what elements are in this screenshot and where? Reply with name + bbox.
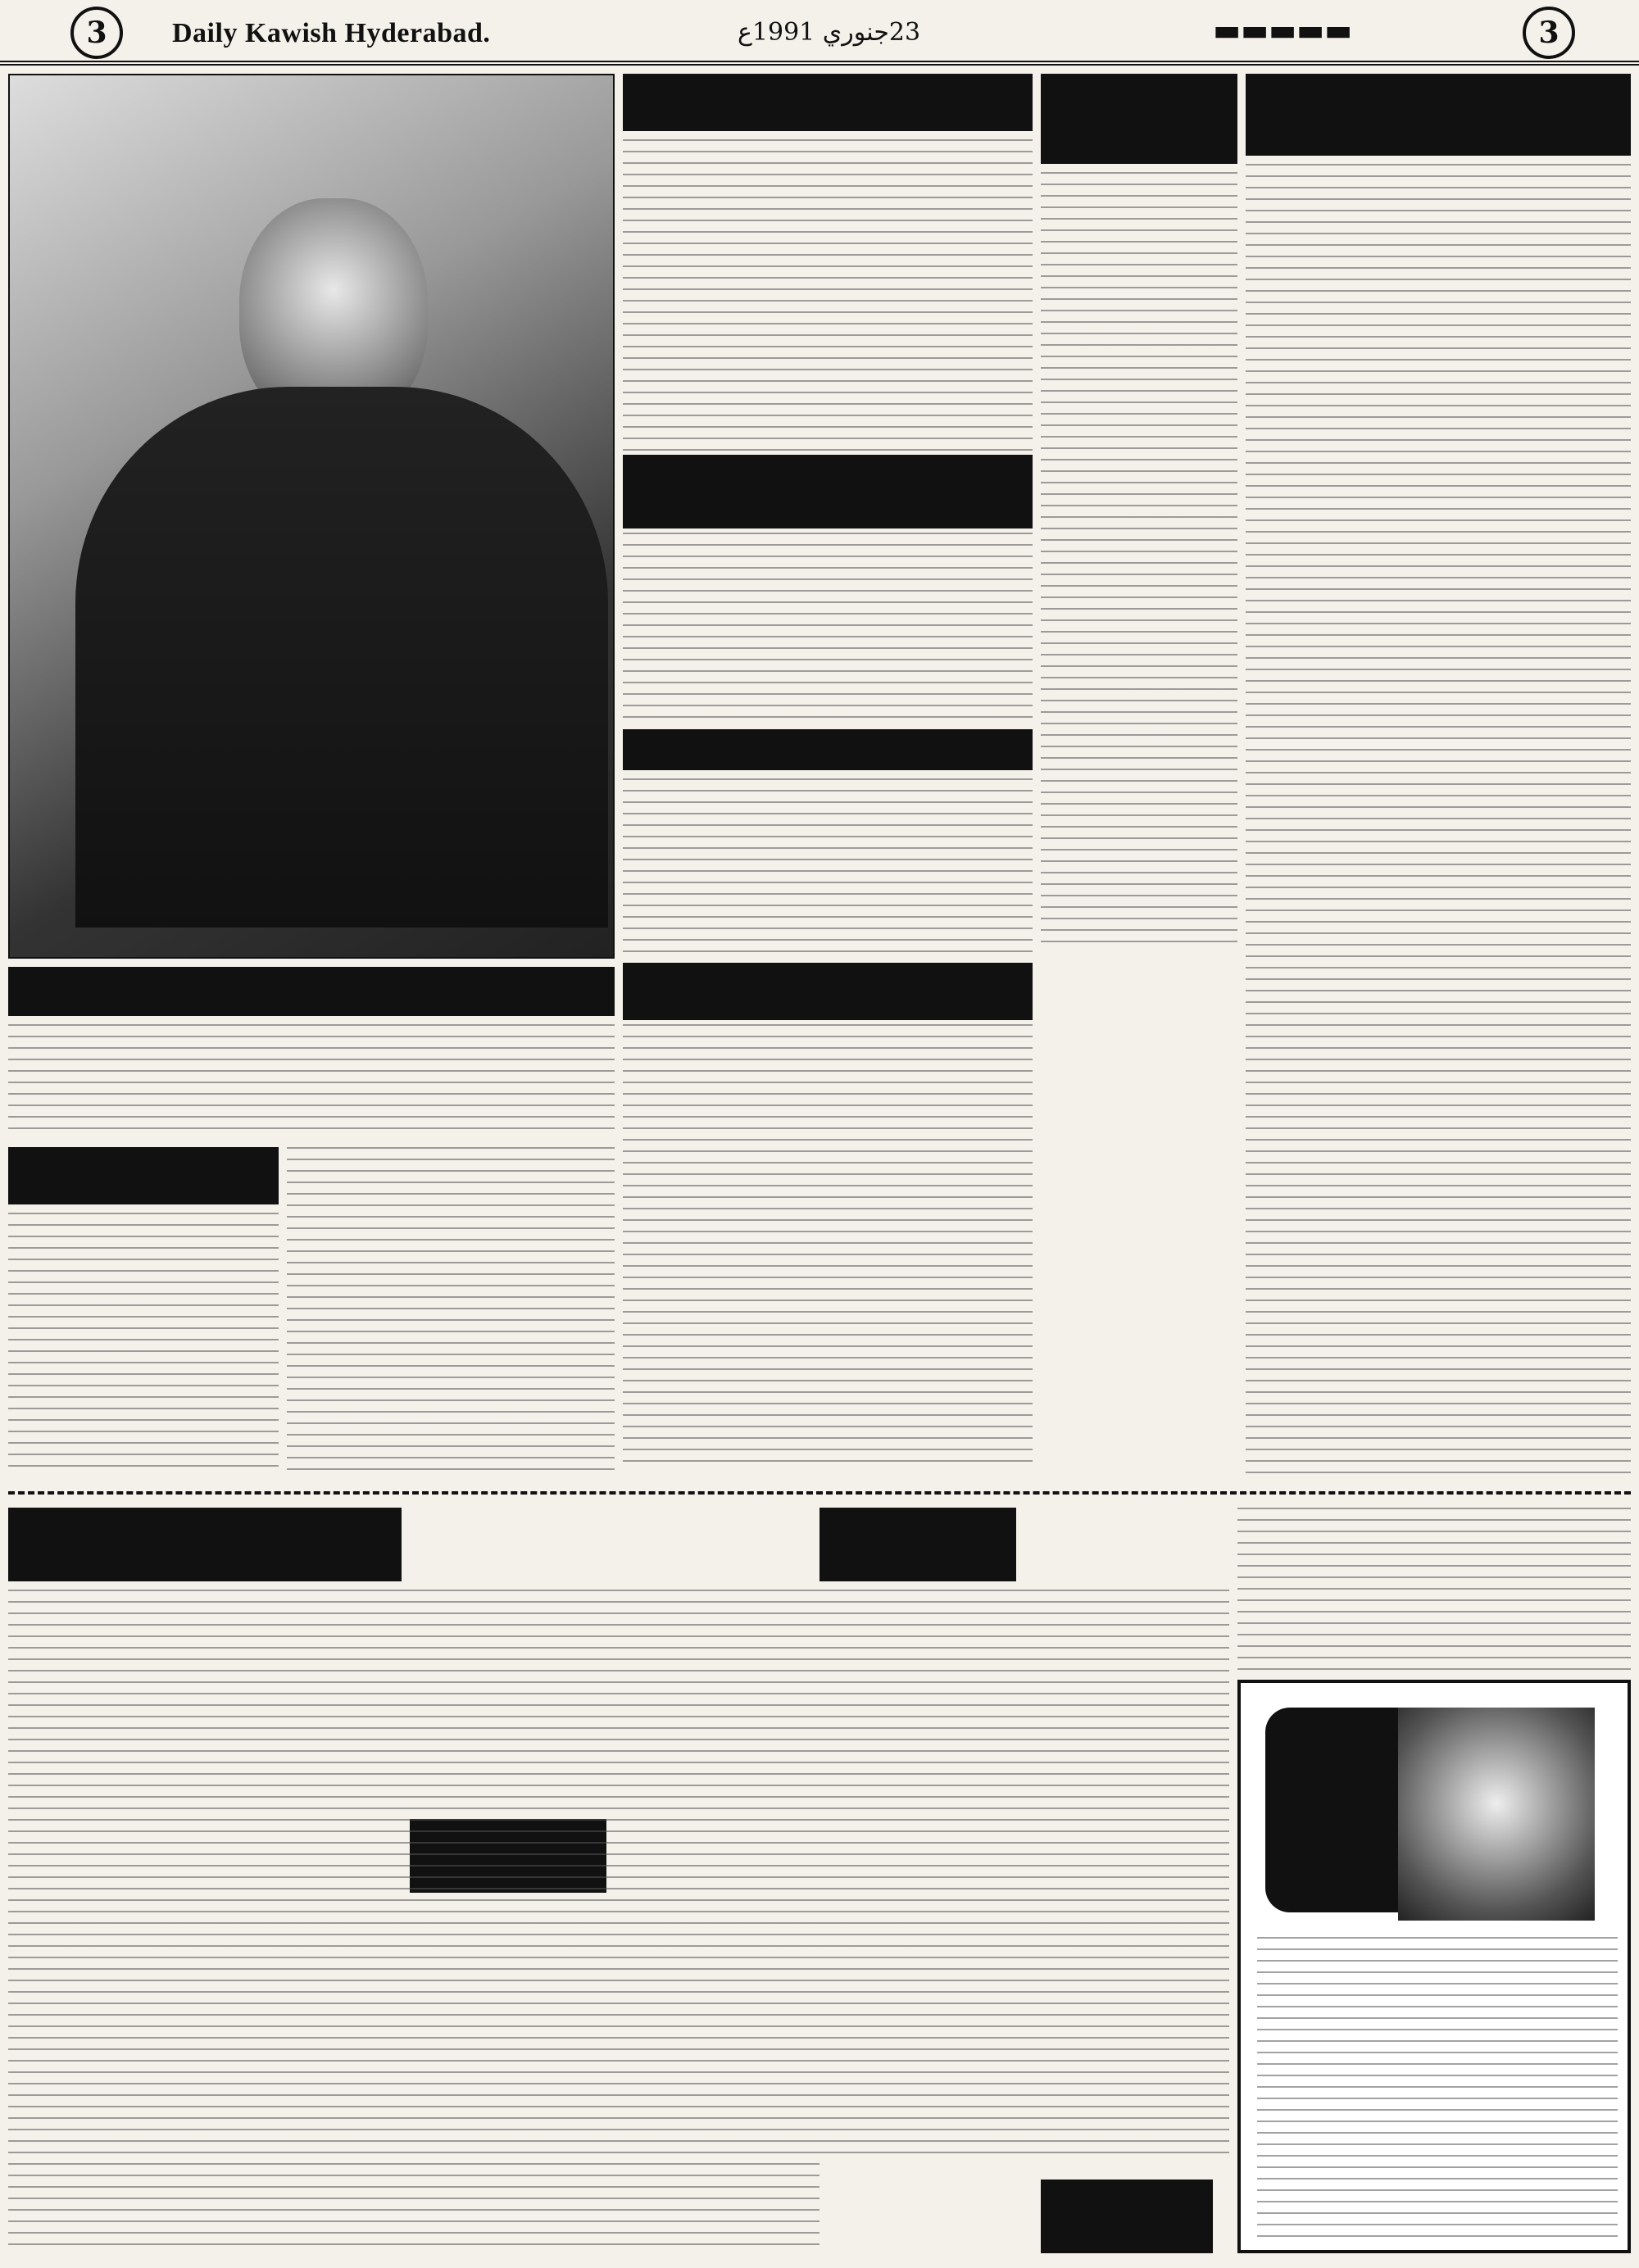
section-divider: [8, 1491, 1631, 1495]
portrait-photo: [8, 74, 615, 959]
memorial-notice-ad: [1237, 1680, 1631, 2253]
headline-block: [8, 967, 615, 1016]
masthead: [0, 0, 1639, 66]
headline-block: [1041, 2180, 1213, 2253]
article-text: [1246, 164, 1631, 1475]
english-masthead-title: Daily Kawish Hyderabad.: [172, 18, 491, 48]
headline-block: [623, 729, 1033, 770]
headline-block: [8, 1147, 279, 1204]
issue-date: 23جنوري 1991ع: [738, 18, 921, 47]
article-text: [8, 1213, 279, 1475]
article-text: [8, 1024, 615, 1139]
article-text: [623, 778, 1033, 955]
headline-block: [623, 455, 1033, 528]
article-text: [820, 1590, 1229, 2163]
headline-block: [8, 1508, 205, 1581]
portrait-suit: [75, 387, 608, 928]
article-text: [287, 1147, 615, 1475]
article-text: [8, 1590, 820, 2253]
headline-block: [820, 1508, 1016, 1581]
notice-portrait: [1398, 1708, 1595, 1921]
article-text: [623, 533, 1033, 721]
article-text: [1237, 1508, 1631, 1672]
sindhi-masthead-logo: ▬▬▬▬▬: [1213, 13, 1353, 48]
article-text: [623, 1024, 1033, 1467]
headline-block: [205, 1508, 402, 1581]
article-text: [623, 139, 1033, 451]
page-number-left: 3: [70, 7, 123, 59]
notice-text: [1257, 1937, 1618, 2240]
headline-block: [1246, 74, 1631, 156]
headline-block: [623, 74, 1033, 131]
headline-block: [623, 963, 1033, 1020]
page-number-right: 3: [1523, 7, 1575, 59]
article-text: [1041, 172, 1237, 950]
headline-block: [1041, 74, 1237, 164]
